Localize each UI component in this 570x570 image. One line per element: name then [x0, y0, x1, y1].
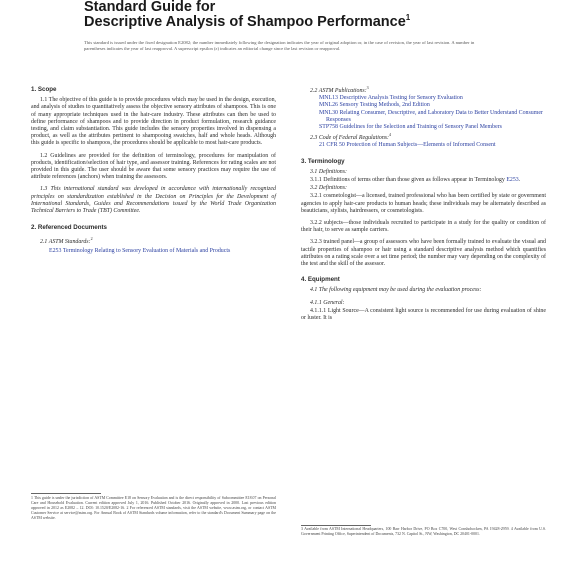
definitions-3-1: 3.1 Definitions: [310, 168, 347, 175]
astm-publications-subheading: 2.2 ASTM Publications:$^3$ [310, 85, 369, 94]
scope-heading: 1. Scope [31, 86, 57, 93]
equipment-heading: 4. Equipment [301, 276, 340, 284]
definition-trained-panel: 3.2.3 trained panel—a group of assessors who have been formally trained to evaluate the visual and tactile properties of shampoo or hair using a standard descriptive analysis method which quantifies attributes on a rating scale over a set time period; the number may vary depending on the complexity of the test and the skill of the assessor. [301, 239, 546, 267]
title-line-1: Standard Guide for [84, 0, 216, 15]
definition-cosmetologist: 3.2.1 cosmetologist—a licensed, trained professional who has been certified by state or government agencies to apply hair-care products to human heads; these individuals may be alternately described as beauticians, stylists, hairdressers, or cosmetologists. [301, 193, 546, 214]
reference-stp758[interactable]: STP758 Guidelines for the Selection and Training of Sensory Panel Members [319, 123, 502, 130]
right-column [301, 84, 546, 327]
scope-paragraph-2: 1.2 Guidelines are provided for the definition of terminology, procedures for manipulation of products, identification/selection of hair type, and assessor training. References for rating scales are not provided in this guide. The user should be aware that some sensory practices may require the use of attribute references (anchors) when training the assessors. [31, 152, 276, 181]
footnotes-right: 3 Available from ASTM International Headquarters, 100 Barr Harbor Drive, PO Box C700, West Conshohocken, PA 19428-2959. 4 Available from U.S. Government Printing Office, Superintendent of Documents, 732 N. Capitol St., NW, Washington, DC 20401-0001. [301, 527, 546, 536]
footnote-divider-left [31, 493, 101, 494]
reference-code[interactable]: E253 [49, 247, 62, 254]
definition-3-1-1: 3.1.1 Definitions of terms other than those given as follows appear in Terminology E253. [310, 176, 521, 183]
footnotes-left: 1 This guide is under the jurisdiction of ASTM Committee E18 on Sensory Evaluation and is the direct responsibility of Subcommittee E18.07 on Personal Care and Household Evaluation. Current edition approved July 1, 2016. Published October 2016. Originally approved in 2000. Last previous edition approved in 2012 as E2082 – 12. DOI: 10.1520/E2082-16. 2 For referenced ASTM standards, visit the ASTM website, www.astm.org, or contact ASTM Customer Service at service@astm.org. For Annual Book of ASTM Standards volume information, refer to the standard's Document Summary page on the ASTM website. [31, 496, 276, 520]
reference-21-cfr-50[interactable]: 21 CFR 50 Protection of Human Subjects—Elements of Informed Consent [319, 142, 496, 149]
title-line-2 [84, 15, 524, 30]
definitions-3-2: 3.2 Definitions: [310, 185, 347, 192]
equipment-paragraph-4-1: 4.1 The following equipment may be used during the evaluation process: [310, 287, 482, 294]
astm-standards-subheading: 2.1 ASTM Standards:$^2$ [40, 236, 93, 246]
reference-e253[interactable] [40, 248, 276, 255]
reference-mnl30[interactable]: MNL30 Relating Consumer, Descriptive, and Laboratory Data to Better Understand Consumer Responses [319, 109, 543, 123]
reference-mnl13[interactable]: MNL13 Descriptive Analysis Testing for Sensory Evaluation [319, 95, 463, 102]
title-text: Descriptive Analysis of Shampoo Performance [84, 14, 406, 30]
equipment-paragraph-4-1-1-1: 4.1.1.1 Light Source—A consistent light source is recommended for use during evaluation of shine or luster. It is [301, 307, 546, 322]
cfr-subheading: 2.3 Code of Federal Regulations:$^4$ [310, 132, 392, 142]
scope-paragraph-1: 1.1 The objective of this guide is to provide procedures which may be used in the design, execution, and analysis of studies to quantitatively assess the objective sensory attributes of shampoos. This is one of many appropriate techniques used in the hair-care industry. These attributes can then be used to define performance of shampoos and to provide direction in product formulation, research guidance testing, and claim substantiation. This guide includes the sensory properties involved in dispensing a product, as well as the attributes pertinent to shampooing swatches, half and whole heads. Although this guide is specific to shampoos, the procedures should be applicable to most hair-care products. [31, 97, 276, 147]
terminology-heading: 3. Terminology [301, 157, 345, 165]
equipment-paragraph-4-1-1: 4.1.1 General: [310, 299, 345, 306]
title-footnote-mark: 1 [405, 13, 411, 23]
scope-paragraph-3: 1.3 This international standard was developed in accordance with internationally recognized principles on standardization established in the Decision on Principles for the Development of International Standards, Guides and Recommendations issued by the World Trade Organization Technical Barriers to Trade (TBT) Committee. [31, 186, 276, 215]
reference-title[interactable]: Terminology Relating to Sensory Evaluation of Materials and Products [62, 247, 231, 254]
footnote-divider-right [301, 525, 371, 526]
definition-subjects: 3.2.2 subjects—those individuals recruited to participate in a study for the quality or condition of their hair, to serve as sample carriers. [301, 219, 546, 234]
designation-notice: This standard is issued under the fixed designation E2082; the number immediately following the designation indicates the year of original adoption or, in the case of revision, the year of last revision. A number in parentheses indicates the year of last reapproval. A superscript epsilon (ε) indicates an editorial change since the last revision or reapproval. [84, 40, 475, 51]
terminology-link-e253[interactable]: E253 [506, 176, 519, 183]
left-column [31, 86, 276, 255]
referenced-documents-heading: 2. Referenced Documents [31, 224, 107, 232]
reference-mnl26[interactable]: MNL26 Sensory Testing Methods, 2nd Edition [319, 102, 430, 109]
document-title [84, 0, 524, 30]
